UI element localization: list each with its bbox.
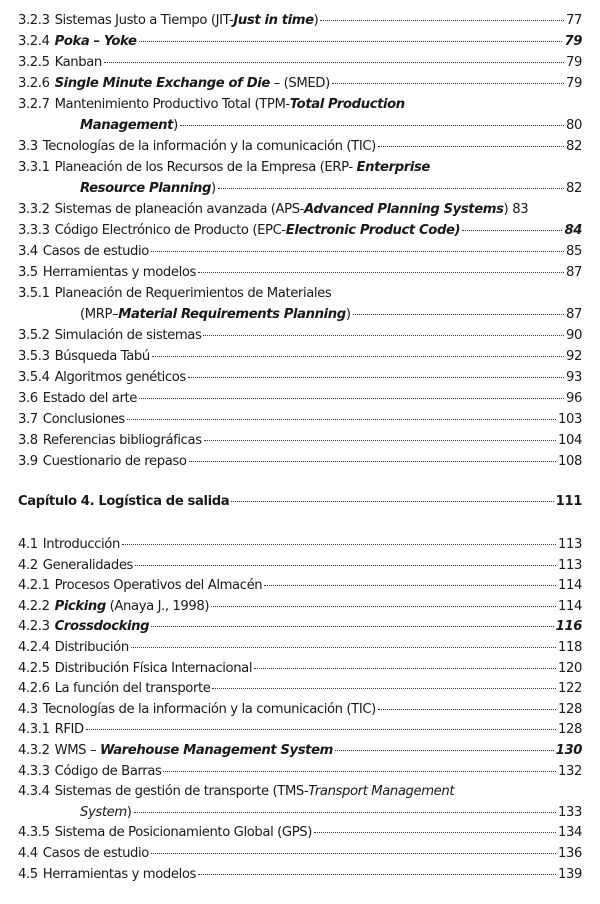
entry-label (18, 262, 196, 283)
toc-section-4 (18, 535, 582, 885)
entry-label (18, 700, 376, 721)
entry-text: ) (173, 118, 178, 133)
entry-number: 3.2.3 (18, 13, 50, 28)
entry-text: Generalidades (42, 557, 134, 573)
toc-entry[interactable] (18, 241, 582, 262)
entry-label (18, 10, 318, 31)
page-number: 90 (566, 328, 582, 343)
dot-leader (139, 398, 564, 399)
toc-entry-continuation[interactable] (18, 178, 582, 199)
entry-number: 3.3.1 (18, 160, 50, 175)
dot-leader (151, 626, 554, 627)
entry-text: Sistemas de planeación avanzada (APS- (54, 202, 305, 217)
dot-leader (134, 812, 556, 813)
entry-text: ) (345, 307, 351, 322)
toc-entry[interactable] (18, 638, 582, 659)
toc-entry-continuation[interactable] (18, 115, 582, 136)
dot-leader (127, 419, 556, 420)
toc-entry[interactable] (18, 73, 582, 94)
entry-label (18, 220, 460, 241)
toc-entry[interactable] (18, 220, 582, 241)
dot-leader (104, 62, 564, 63)
entry-number: 4.3.4 (18, 784, 50, 800)
dot-leader (212, 688, 556, 689)
page-number: 136 (558, 845, 582, 861)
entry-text: Planeación de Requerimientos de Materiales (54, 286, 332, 301)
page-number: 96 (566, 391, 582, 406)
dot-leader (231, 501, 553, 502)
entry-text: (Anaya J., 1998) (105, 598, 210, 614)
page-number: 113 (558, 557, 582, 573)
entry-label (18, 367, 186, 388)
entry-text: Código de Barras (54, 763, 162, 779)
entry-text: Herramientas y modelos (42, 265, 196, 280)
entry-number: 3.2.5 (18, 55, 50, 70)
toc-entry[interactable] (18, 556, 582, 577)
toc-entry[interactable] (18, 659, 582, 680)
entry-label (18, 782, 454, 803)
entry-label (18, 535, 120, 556)
toc-entry[interactable] (18, 762, 582, 783)
entry-number: 3.3.2 (18, 202, 50, 217)
page-number: 82 (566, 139, 582, 154)
entry-text: Cuestionario de repaso (42, 454, 187, 469)
entry-text: Sistemas de gestión de transporte (TMS- (54, 784, 309, 800)
entry-label (18, 576, 262, 597)
page-number: 114 (558, 598, 582, 614)
entry-label (18, 157, 430, 178)
entry-text: WMS – (54, 742, 100, 758)
toc-entry[interactable] (18, 535, 582, 556)
entry-number: 3.2.6 (18, 76, 50, 91)
entry-number: 3.5.3 (18, 349, 50, 364)
toc-entry[interactable] (18, 283, 582, 304)
entry-text: Electronic Product Code) (285, 223, 461, 238)
entry-text: Código Electrónico de Producto (EPC- (54, 223, 286, 238)
entry-text: System (80, 804, 127, 820)
entry-text: ) (126, 804, 132, 820)
toc-entry[interactable] (18, 262, 582, 283)
toc-entry[interactable] (18, 617, 582, 638)
chapter-title: Capítulo 4. Logística de salida (18, 494, 230, 509)
entry-label (18, 617, 149, 638)
page-number: 120 (558, 660, 582, 676)
entry-text: Herramientas y modelos (42, 866, 196, 882)
entry-number: 4.3.1 (18, 722, 50, 738)
entry-number: 4.1 (18, 537, 38, 552)
dot-leader (135, 565, 556, 566)
dot-leader (86, 729, 556, 730)
toc-entry[interactable] (18, 52, 582, 73)
entry-text: Casos de estudio (42, 244, 149, 259)
entry-text: Sistema de Posicionamiento Global (GPS) (54, 825, 312, 841)
entry-number: 3.3.3 (18, 223, 50, 238)
dot-leader (151, 853, 556, 854)
page-number: 113 (558, 537, 582, 552)
entry-number: 4.2.2 (18, 598, 50, 614)
dot-leader (218, 188, 564, 189)
entry-text: Procesos Operativos del Almacén (54, 578, 263, 594)
entry-text: RFID (54, 722, 84, 738)
page-number: 80 (566, 118, 582, 133)
entry-label (18, 451, 187, 472)
entry-label (18, 241, 149, 262)
entry-label (18, 659, 252, 680)
toc-entry[interactable] (18, 823, 582, 844)
entry-label (18, 325, 201, 346)
entry-text: Sistemas Justo a Tiempo (JIT- (54, 13, 234, 28)
toc-entry[interactable] (18, 136, 582, 157)
entry-number: 4.3.2 (18, 742, 50, 758)
entry-number: 4.2.6 (18, 681, 50, 697)
toc-entry-continuation[interactable] (18, 304, 582, 325)
entry-label (18, 679, 210, 700)
entry-label (18, 430, 202, 451)
toc-entry[interactable] (18, 157, 582, 178)
dot-leader (335, 750, 554, 751)
toc-entry[interactable] (18, 31, 582, 52)
entry-number: 3.2.4 (18, 34, 50, 49)
page-number: 122 (558, 681, 582, 697)
dot-leader (378, 709, 556, 710)
entry-text: Single Minute Exchange of Die (54, 76, 270, 91)
page-number: 116 (555, 619, 582, 635)
toc-entry-continuation[interactable] (18, 803, 582, 824)
toc-entry[interactable] (18, 325, 582, 346)
entry-label (80, 178, 216, 199)
dot-leader (314, 832, 556, 833)
toc-entry[interactable] (18, 430, 582, 451)
page-number: 118 (558, 639, 582, 655)
entry-label (18, 741, 333, 762)
entry-label (18, 136, 376, 157)
entry-number: 3.6 (18, 391, 38, 406)
page-number: 108 (558, 454, 582, 469)
entry-text: ) (313, 13, 319, 28)
entry-number: 4.3 (18, 701, 38, 717)
entry-number: 3.2.7 (18, 97, 50, 112)
dot-leader (198, 874, 556, 875)
dot-leader (180, 125, 564, 126)
entry-text: Poka – Yoke (54, 34, 137, 49)
entry-text: (MRP– (80, 307, 119, 322)
dot-leader (151, 251, 564, 252)
entry-label (18, 52, 102, 73)
entry-label (18, 199, 508, 220)
entry-text: Algoritmos genéticos (54, 370, 186, 385)
toc-entry[interactable] (18, 346, 582, 367)
entry-label (18, 31, 137, 52)
page-number: 133 (558, 804, 582, 820)
entry-text: Crossdocking (54, 619, 150, 635)
toc-entry[interactable] (18, 597, 582, 618)
entry-text: Planeación de los Recursos de la Empresa (ERP- (54, 160, 357, 175)
page-number: 114 (558, 578, 582, 594)
entry-number: 4.2.5 (18, 660, 50, 676)
page-number: 77 (566, 13, 582, 28)
page-number: 83 (512, 202, 529, 217)
page-number: 103 (558, 412, 582, 427)
toc-entry[interactable] (18, 741, 582, 762)
entry-text: Picking (54, 598, 106, 614)
entry-number: 4.2.1 (18, 578, 50, 594)
dot-leader (462, 230, 562, 231)
entry-text: Distribución Física Internacional (54, 660, 253, 676)
page-number: 82 (566, 181, 582, 196)
entry-text: La función del transporte (54, 681, 211, 697)
page-number: 79 (566, 76, 582, 91)
entry-label (18, 388, 137, 409)
entry-label (18, 844, 149, 865)
entry-label (18, 73, 330, 94)
entry-label (18, 346, 150, 367)
entry-text: Simulación de sistemas (54, 328, 202, 343)
entry-text: Tecnologías de la información y la comunicación (TIC) (42, 139, 376, 154)
entry-text: Tecnologías de la información y la comunicación (TIC) (42, 701, 376, 717)
toc-entry[interactable] (18, 679, 582, 700)
entry-label (18, 597, 209, 618)
entry-text: Distribución (54, 639, 129, 655)
entry-number: 3.8 (18, 433, 38, 448)
dot-leader (198, 272, 564, 273)
toc-entry[interactable] (18, 94, 582, 115)
entry-number: 3.5.2 (18, 328, 50, 343)
entry-number: 4.3.5 (18, 825, 50, 841)
dot-leader (139, 41, 563, 42)
entry-label (80, 803, 132, 824)
entry-label (18, 94, 405, 115)
entry-number: 3.5.1 (18, 286, 50, 301)
dot-leader (131, 647, 556, 648)
entry-label (18, 720, 84, 741)
dot-leader (353, 314, 564, 315)
entry-text: Casos de estudio (42, 845, 149, 861)
entry-text: Referencias bibliográficas (42, 433, 202, 448)
entry-text: Total Production (289, 97, 405, 112)
toc-chapter-4 (18, 491, 582, 512)
page-number: 128 (558, 701, 582, 717)
dot-leader (189, 461, 556, 462)
dot-leader (203, 335, 564, 336)
entry-number: 3.3 (18, 139, 38, 154)
entry-text: Just in time (233, 13, 314, 28)
dot-leader (264, 585, 556, 586)
dot-leader (188, 377, 564, 378)
entry-label (80, 115, 178, 136)
entry-number: 3.4 (18, 244, 38, 259)
entry-text: Mantenimiento Productivo Total (TPM- (54, 97, 290, 112)
page-number: 128 (558, 722, 582, 738)
entry-label (80, 304, 351, 325)
entry-label (18, 823, 312, 844)
entry-text: Enterprise (356, 160, 430, 175)
entry-number: 4.2 (18, 557, 38, 573)
toc-entry[interactable] (18, 865, 582, 886)
dot-leader (320, 20, 564, 21)
page-number: 85 (566, 244, 582, 259)
entry-text: Introducción (42, 537, 120, 552)
page-number: 79 (566, 55, 582, 70)
toc-entry[interactable] (18, 782, 582, 803)
dot-leader (204, 440, 556, 441)
page-number: 84 (564, 223, 582, 238)
entry-label (18, 762, 161, 783)
entry-text: ) (211, 181, 216, 196)
dot-leader (211, 606, 556, 607)
entry-label (18, 556, 133, 577)
entry-text: Estado del arte (42, 391, 137, 406)
dot-leader (332, 83, 564, 84)
page-number: 87 (566, 265, 582, 280)
page-number: 104 (558, 433, 582, 448)
page-number: 134 (558, 825, 582, 841)
entry-text: Advanced Planning Systems (304, 202, 504, 217)
toc-entry[interactable] (18, 451, 582, 472)
chapter-heading[interactable] (18, 491, 582, 512)
dot-leader (163, 771, 556, 772)
page-number: 92 (566, 349, 582, 364)
toc-entry[interactable] (18, 409, 582, 430)
entry-text: Kanban (54, 55, 102, 70)
toc-entry[interactable] (18, 844, 582, 865)
entry-text: Warehouse Management System (99, 742, 333, 758)
entry-number: 4.4 (18, 845, 38, 861)
entry-label (18, 638, 129, 659)
page-number: 87 (566, 307, 582, 322)
toc-entry[interactable] (18, 199, 582, 220)
entry-number: 3.5.4 (18, 370, 50, 385)
entry-text: Material Requirements Planning (118, 307, 346, 322)
dot-leader (152, 356, 564, 357)
toc-entry[interactable] (18, 720, 582, 741)
entry-number: 3.5 (18, 265, 38, 280)
page-number: 93 (566, 370, 582, 385)
page-number: 79 (564, 34, 582, 49)
entry-text: Búsqueda Tabú (54, 349, 150, 364)
entry-text: Transport Management (308, 784, 455, 800)
toc-entry[interactable] (18, 388, 582, 409)
toc-entry[interactable] (18, 367, 582, 388)
entry-number: 3.9 (18, 454, 38, 469)
entry-text: ) (503, 202, 509, 217)
entry-number: 4.2.4 (18, 639, 50, 655)
entry-number: 4.5 (18, 866, 38, 882)
entry-label (18, 283, 331, 304)
dot-leader (378, 146, 564, 147)
entry-text: Resource Planning (80, 181, 212, 196)
toc-entry[interactable] (18, 576, 582, 597)
entry-label (18, 409, 125, 430)
toc-entry[interactable] (18, 700, 582, 721)
page-number: 130 (555, 742, 582, 758)
entry-label (18, 865, 196, 886)
page-number: 132 (558, 763, 582, 779)
dot-leader (122, 544, 556, 545)
page-number: 111 (555, 494, 582, 509)
page-number: 139 (558, 866, 582, 882)
entry-number: 4.2.3 (18, 619, 50, 635)
entry-text: – (SMED) (269, 76, 330, 91)
toc-section-3 (18, 10, 582, 472)
entry-text: Conclusiones (42, 412, 125, 427)
entry-text: Management (80, 118, 174, 133)
entry-number: 4.3.3 (18, 763, 50, 779)
entry-number: 3.7 (18, 412, 38, 427)
toc-entry[interactable] (18, 10, 582, 31)
dot-leader (254, 668, 556, 669)
